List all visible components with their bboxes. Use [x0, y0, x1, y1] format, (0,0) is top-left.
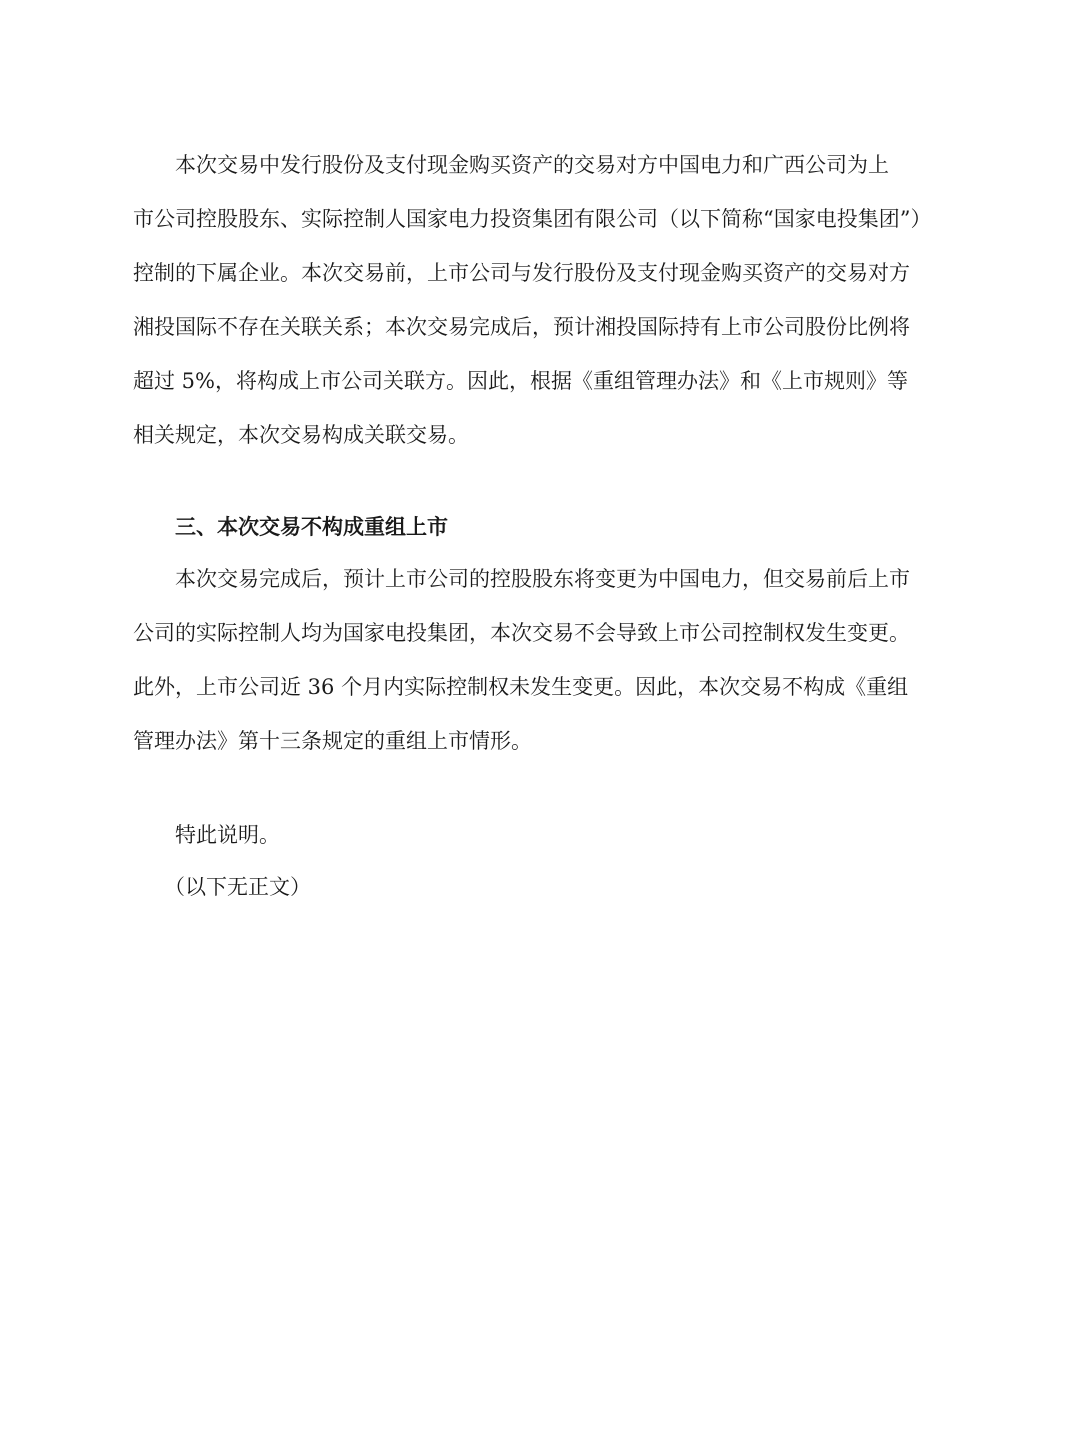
paragraph-line: 超过 5%，将构成上市公司关联方。因此，根据《重组管理办法》和《上市规则》等	[133, 369, 908, 393]
paragraph-line: 管理办法》第十三条规定的重组上市情形。	[133, 729, 532, 753]
paragraph-line: 相关规定，本次交易构成关联交易。	[133, 423, 469, 447]
paragraph-line: 公司的实际控制人均为国家电投集团，本次交易不会导致上市公司控制权发生变更。	[133, 621, 910, 645]
closing-statement: 特此说明。	[175, 823, 280, 847]
paragraph-line: 此外，上市公司近 36 个月内实际控制权未发生变更。因此，本次交易不构成《重组	[133, 675, 909, 699]
no-further-text-note: （以下无正文）	[164, 875, 311, 899]
paragraph-line: 本次交易完成后，预计上市公司的控股股东将变更为中国电力，但交易前后上市	[175, 567, 910, 591]
paragraph-line: 本次交易中发行股份及支付现金购买资产的交易对方中国电力和广西公司为上	[175, 153, 889, 177]
paragraph-no-restructuring-listing	[133, 552, 975, 768]
paragraph-related-transaction	[133, 138, 975, 462]
paragraph-line: 市公司控股股东、实际控制人国家电力投资集团有限公司（以下简称“国家电投集团”）	[133, 207, 932, 231]
paragraph-line: 湘投国际不存在关联关系；本次交易完成后，预计湘投国际持有上市公司股份比例将	[133, 315, 910, 339]
paragraph-line: 控制的下属企业。本次交易前，上市公司与发行股份及支付现金购买资产的交易对方	[133, 261, 910, 285]
section-heading: 三、本次交易不构成重组上市	[175, 514, 448, 539]
